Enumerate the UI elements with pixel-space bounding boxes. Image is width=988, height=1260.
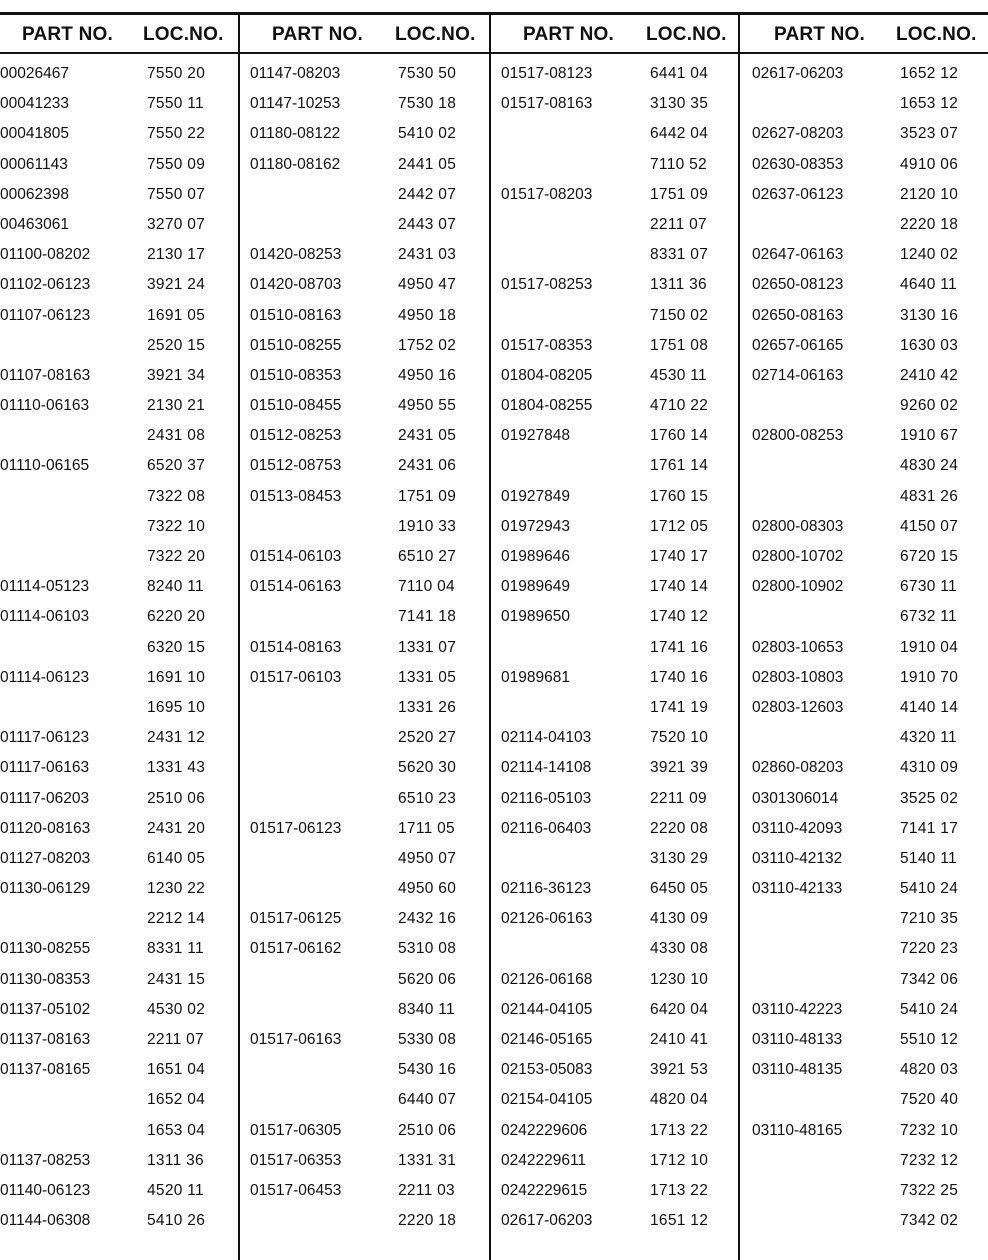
part-number: 0242229615: [501, 1181, 588, 1199]
location-number: 5410 02: [398, 125, 457, 143]
location-number: 4910 06: [900, 155, 959, 173]
location-number: 3270 07: [147, 215, 206, 233]
location-number: 7322 08: [147, 487, 206, 505]
part-no-header: PART NO.: [523, 24, 614, 45]
location-number: 2211 09: [650, 789, 707, 807]
location-number: 4950 16: [398, 366, 457, 384]
location-number: 3921 34: [147, 366, 206, 384]
location-number: 2212 14: [147, 910, 206, 928]
part-number: 01517-08203: [501, 185, 593, 203]
location-number: 1652 12: [900, 65, 959, 82]
part-number: 01517-06162: [250, 940, 342, 958]
part-number: 01513-08453: [250, 487, 342, 505]
location-number: 2220 18: [900, 215, 959, 233]
location-number: 7110 04: [398, 578, 455, 596]
location-number: 4950 55: [398, 397, 457, 415]
part-number: 01989649: [501, 578, 570, 596]
part-number: 02114-04103: [501, 729, 592, 747]
location-number: 2431 03: [398, 246, 457, 264]
part-number: 01137-08253: [0, 1151, 91, 1169]
part-number: 01140-06123: [0, 1181, 91, 1199]
location-number: 2431 06: [398, 457, 457, 475]
location-number: 1653 12: [900, 95, 959, 113]
part-number: 02116-05103: [501, 789, 592, 807]
part-number: 01517-06103: [250, 668, 342, 686]
loc-no-header: LOC.NO.: [143, 24, 224, 45]
location-number: 1712 05: [650, 517, 709, 535]
location-number: 4831 26: [900, 487, 959, 505]
location-number: 4130 09: [650, 910, 709, 928]
part-number: 02800-10902: [752, 578, 844, 596]
part-number: 03110-42132: [752, 849, 843, 867]
location-number: 6440 07: [398, 1091, 457, 1109]
location-number: 1740 14: [650, 578, 709, 596]
location-number: 2410 42: [900, 366, 959, 384]
location-number: 2510 06: [147, 789, 206, 807]
part-number: 01107-06123: [0, 306, 91, 324]
location-number: 4530 02: [147, 1000, 206, 1018]
part-number: 01972943: [501, 517, 570, 535]
location-number: 8340 11: [398, 1000, 455, 1018]
location-number: 2443 07: [398, 215, 457, 233]
location-number: 1760 14: [650, 427, 709, 445]
location-number: 8240 11: [147, 578, 204, 596]
location-number: 2220 08: [650, 819, 709, 837]
part-number: 02800-08253: [752, 427, 844, 445]
part-number: 02126-06163: [501, 910, 593, 928]
part-number: 01130-08353: [0, 970, 91, 988]
loc-no-header: LOC.NO.: [896, 24, 977, 45]
location-number: 4820 03: [900, 1061, 959, 1079]
part-number: 02126-06168: [501, 970, 593, 988]
location-number: 2410 41: [650, 1031, 709, 1048]
location-number: 7550 11: [147, 95, 204, 113]
part-number: 02116-36123: [501, 880, 592, 898]
location-number: 2211 07: [650, 215, 707, 233]
location-number: 1760 15: [650, 487, 709, 505]
part-no-header: PART NO.: [22, 24, 113, 45]
location-number: 3523 07: [900, 125, 959, 143]
part-number: 01114-06103: [0, 608, 90, 626]
location-number: 7220 23: [900, 940, 959, 958]
part-number: 01517-06123: [250, 819, 342, 837]
part-number: 00061143: [0, 155, 68, 173]
part-number: 01927848: [501, 427, 570, 445]
part-number: 03110-42093: [752, 819, 843, 837]
location-number: 1752 02: [398, 336, 457, 354]
location-number: 1652 04: [147, 1091, 206, 1109]
location-number: 7322 10: [147, 517, 206, 535]
part-number: 01130-06129: [0, 880, 91, 898]
location-number: 4310 09: [900, 759, 959, 777]
location-number: 4330 08: [650, 940, 709, 958]
location-number: 2130 21: [147, 397, 206, 415]
part-number: 01180-08122: [250, 125, 341, 143]
location-number: 1740 17: [650, 548, 709, 565]
location-number: 3130 16: [900, 306, 959, 324]
location-number: 3921 24: [147, 276, 206, 294]
location-number: 6220 20: [147, 608, 206, 626]
location-number: 4950 47: [398, 276, 457, 294]
location-number: 4710 22: [650, 397, 709, 415]
part-number: 01989681: [501, 668, 570, 686]
location-number: 5410 24: [900, 880, 959, 898]
location-number: 1331 07: [398, 638, 457, 656]
location-number: 2120 10: [900, 185, 959, 203]
location-number: 1651 12: [650, 1212, 709, 1230]
location-number: 4530 11: [650, 366, 707, 384]
part-number: 01510-08163: [250, 306, 342, 324]
part-number: 01804-08205: [501, 366, 593, 384]
part-number: 01117-06203: [0, 789, 90, 807]
part-number: 00041233: [0, 95, 69, 113]
location-number: 2130 17: [147, 246, 206, 264]
part-no-header: PART NO.: [272, 24, 363, 45]
location-number: 5410 24: [900, 1000, 959, 1018]
location-number: 1713 22: [650, 1181, 709, 1199]
location-number: 2431 08: [147, 427, 206, 445]
part-number: 02650-08163: [752, 306, 844, 324]
part-number: 02714-06163: [752, 366, 844, 384]
location-number: 1331 43: [147, 759, 206, 777]
loc-no-header: LOC.NO.: [646, 24, 727, 45]
part-number: 01510-08455: [250, 397, 342, 415]
part-number: 02630-08353: [752, 155, 844, 173]
location-number: 1751 09: [398, 487, 457, 505]
location-number: 7550 20: [147, 65, 206, 82]
location-number: 1331 05: [398, 668, 457, 686]
part-number: 00463061: [0, 215, 69, 233]
location-number: 6442 04: [650, 125, 709, 143]
location-number: 3525 02: [900, 789, 959, 807]
part-number: 02803-10653: [752, 638, 844, 656]
location-number: 4320 11: [900, 729, 957, 747]
part-number: 01517-08163: [501, 95, 593, 113]
part-number: 01517-06453: [250, 1181, 342, 1199]
location-number: 1311 36: [147, 1151, 204, 1169]
part-number: 01517-06125: [250, 910, 342, 928]
location-number: 2220 18: [398, 1212, 457, 1230]
location-number: 1630 03: [900, 336, 959, 354]
location-number: 5430 16: [398, 1061, 457, 1079]
part-number: 01180-08162: [250, 155, 341, 173]
location-number: 7141 17: [900, 819, 959, 837]
location-number: 1331 26: [398, 698, 457, 716]
part-number: 01144-06308: [0, 1212, 91, 1230]
location-number: 1712 10: [650, 1151, 709, 1169]
part-number: 0301306014: [752, 789, 839, 807]
location-number: 4950 18: [398, 306, 457, 324]
location-number: 1691 05: [147, 306, 206, 324]
part-number: 00062398: [0, 185, 69, 203]
part-number: 02637-06123: [752, 185, 844, 203]
location-number: 7342 06: [900, 970, 959, 988]
part-number: 02116-06403: [501, 819, 592, 837]
location-number: 5330 08: [398, 1031, 457, 1048]
location-number: 2432 16: [398, 910, 457, 928]
location-number: 4950 60: [398, 880, 457, 898]
part-number: 02627-08203: [752, 125, 844, 143]
part-no-header: PART NO.: [774, 24, 865, 45]
part-number: 02657-06165: [752, 336, 844, 354]
location-number: 7520 40: [900, 1091, 959, 1109]
location-number: 1751 08: [650, 336, 709, 354]
part-number: 02146-05165: [501, 1031, 593, 1048]
location-number: 1910 70: [900, 668, 959, 686]
location-number: 2431 05: [398, 427, 457, 445]
location-number: 5140 11: [900, 849, 957, 867]
location-number: 5510 12: [900, 1031, 959, 1048]
location-number: 2431 12: [147, 729, 206, 747]
location-number: 6730 11: [900, 578, 957, 596]
part-number: 01147-08203: [250, 65, 341, 82]
part-number: 01102-06123: [0, 276, 91, 294]
part-number: 01510-08353: [250, 366, 342, 384]
location-number: 2520 27: [398, 729, 457, 747]
part-number: 01147-10253: [250, 95, 341, 113]
location-number: 2431 20: [147, 819, 206, 837]
location-number: 1240 02: [900, 246, 959, 264]
part-number: 01100-08202: [0, 246, 91, 264]
location-number: 6420 04: [650, 1000, 709, 1018]
location-number: 7550 09: [147, 155, 206, 173]
location-number: 4830 24: [900, 457, 959, 475]
part-number: 02144-04105: [501, 1000, 593, 1018]
location-number: 1331 31: [398, 1151, 457, 1169]
part-number: 01110-06165: [0, 457, 90, 475]
location-number: 6320 15: [147, 638, 206, 656]
location-number: 4950 07: [398, 849, 457, 867]
location-number: 2510 06: [398, 1121, 457, 1139]
location-number: 2431 15: [147, 970, 206, 988]
location-number: 7520 10: [650, 729, 709, 747]
location-number: 6732 11: [900, 608, 957, 626]
part-number: 01517-06163: [250, 1031, 342, 1048]
part-number: 01114-06123: [0, 668, 90, 686]
part-number: 01517-08253: [501, 276, 593, 294]
part-number: 01120-08163: [0, 819, 91, 837]
part-number: 03110-42133: [752, 880, 843, 898]
location-number: 5310 08: [398, 940, 457, 958]
location-number: 6450 05: [650, 880, 709, 898]
location-number: 7530 18: [398, 95, 457, 113]
location-number: 1711 05: [398, 819, 455, 837]
location-number: 6520 37: [147, 457, 206, 475]
location-number: 6720 15: [900, 548, 959, 565]
part-number: 0242229606: [501, 1121, 588, 1139]
location-number: 1651 04: [147, 1061, 206, 1079]
location-number: 1910 33: [398, 517, 457, 535]
location-number: 1761 14: [650, 457, 709, 475]
part-number: 01420-08703: [250, 276, 342, 294]
location-number: 2442 07: [398, 185, 457, 203]
part-number: 01107-08163: [0, 366, 91, 384]
part-number: 01512-08253: [250, 427, 342, 445]
location-number: 1311 36: [650, 276, 707, 294]
location-number: 2520 15: [147, 336, 206, 354]
location-number: 3921 53: [650, 1061, 709, 1079]
part-number: 02647-06163: [752, 246, 844, 264]
location-number: 7322 25: [900, 1181, 959, 1199]
part-number: 02803-12603: [752, 698, 844, 716]
location-number: 6510 27: [398, 548, 457, 565]
location-number: 7342 02: [900, 1212, 959, 1230]
loc-no-header: LOC.NO.: [395, 24, 476, 45]
part-number: 01514-06163: [250, 578, 342, 596]
part-number: 03110-48165: [752, 1121, 843, 1139]
location-number: 2211 03: [398, 1181, 455, 1199]
location-number: 1740 12: [650, 608, 709, 626]
location-number: 7150 02: [650, 306, 709, 324]
part-number: 02860-08203: [752, 759, 844, 777]
location-number: 1695 10: [147, 698, 206, 716]
part-number: 01514-08163: [250, 638, 342, 656]
location-number: 1230 22: [147, 880, 206, 898]
part-number: 01114-05123: [0, 578, 90, 596]
part-number: 00026467: [0, 65, 69, 82]
location-number: 4520 11: [147, 1181, 204, 1199]
location-number: 1910 04: [900, 638, 959, 656]
part-number: 01517-06353: [250, 1151, 342, 1169]
part-number: 01137-08163: [0, 1031, 91, 1048]
location-number: 1751 09: [650, 185, 709, 203]
location-number: 1741 16: [650, 638, 709, 656]
part-number: 01117-06163: [0, 759, 90, 777]
part-number: 01517-08353: [501, 336, 593, 354]
location-number: 7110 52: [650, 155, 707, 173]
part-number: 01137-05102: [0, 1000, 91, 1018]
part-number: 01927849: [501, 487, 570, 505]
part-number: 02114-14108: [501, 759, 592, 777]
location-number: 3130 35: [650, 95, 709, 113]
location-number: 9260 02: [900, 397, 959, 415]
location-number: 6510 23: [398, 789, 457, 807]
part-number: 01510-08255: [250, 336, 342, 354]
location-number: 4640 11: [900, 276, 957, 294]
location-number: 1740 16: [650, 668, 709, 686]
column-divider: [738, 14, 740, 1260]
part-number: 03110-48135: [752, 1061, 843, 1079]
location-number: 5620 06: [398, 970, 457, 988]
location-number: 1691 10: [147, 668, 206, 686]
part-number: 02650-08123: [752, 276, 844, 294]
location-number: 7322 20: [147, 548, 206, 565]
part-number: 01137-08165: [0, 1061, 91, 1079]
location-number: 1230 10: [650, 970, 709, 988]
part-number: 01517-06305: [250, 1121, 342, 1139]
location-number: 8331 07: [650, 246, 709, 264]
part-number: 01517-08123: [501, 65, 593, 82]
location-number: 3130 29: [650, 849, 709, 867]
location-number: 6140 05: [147, 849, 206, 867]
part-number: 01804-08255: [501, 397, 593, 415]
part-number: 02617-06203: [501, 1212, 593, 1230]
location-number: 7210 35: [900, 910, 959, 928]
part-number: 02800-08303: [752, 517, 844, 535]
part-number: 03110-48133: [752, 1031, 843, 1048]
location-number: 8331 11: [147, 940, 204, 958]
part-number: 02153-05083: [501, 1061, 593, 1079]
part-number: 01989646: [501, 548, 570, 565]
column-divider: [489, 14, 491, 1260]
part-number: 02803-10803: [752, 668, 844, 686]
location-number: 5410 26: [147, 1212, 206, 1230]
part-number: 02800-10702: [752, 548, 844, 565]
location-number: 7530 50: [398, 65, 457, 82]
part-number: 01989650: [501, 608, 570, 626]
location-number: 7550 07: [147, 185, 206, 203]
location-number: 7232 10: [900, 1121, 959, 1139]
location-number: 2441 05: [398, 155, 457, 173]
location-number: 1741 19: [650, 698, 709, 716]
part-number: 01127-08203: [0, 849, 91, 867]
location-number: 4150 07: [900, 517, 959, 535]
location-number: 7141 18: [398, 608, 457, 626]
part-number: 01117-06123: [0, 729, 90, 747]
location-number: 7550 22: [147, 125, 206, 143]
part-number: 0242229611: [501, 1151, 587, 1169]
location-number: 6441 04: [650, 65, 709, 82]
location-number: 5620 30: [398, 759, 457, 777]
location-number: 4820 04: [650, 1091, 709, 1109]
part-number: 01514-06103: [250, 548, 342, 565]
part-number: 01512-08753: [250, 457, 342, 475]
location-number: 7232 12: [900, 1151, 959, 1169]
location-number: 1713 22: [650, 1121, 709, 1139]
part-number: 02154-04105: [501, 1091, 593, 1109]
part-number: 01110-06163: [0, 397, 90, 415]
location-number: 1653 04: [147, 1121, 206, 1139]
location-number: 1910 67: [900, 427, 959, 445]
part-number: 02617-06203: [752, 65, 844, 82]
location-number: 2211 07: [147, 1031, 204, 1048]
part-number: 01420-08253: [250, 246, 342, 264]
location-number: 4140 14: [900, 698, 959, 716]
part-number: 00041805: [0, 125, 69, 143]
location-number: 3921 39: [650, 759, 709, 777]
part-number: 01130-08255: [0, 940, 91, 958]
part-number: 03110-42223: [752, 1000, 843, 1018]
